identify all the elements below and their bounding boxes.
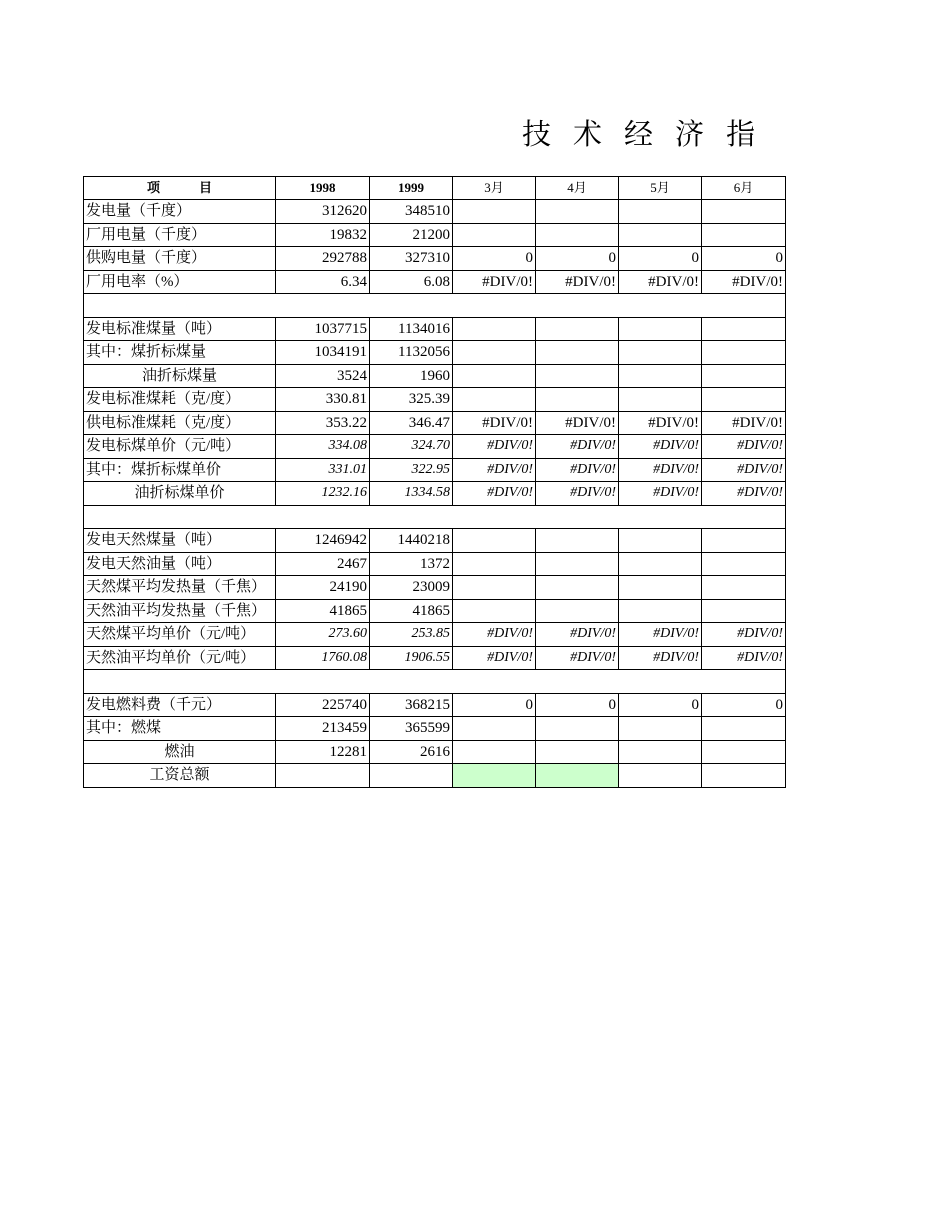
table-row xyxy=(84,529,786,553)
value-cell[interactable]: #DIV/0! xyxy=(619,623,702,647)
row-label-cell[interactable]: 供购电量（千度） xyxy=(84,247,276,271)
value-cell[interactable]: #DIV/0! xyxy=(536,435,619,459)
value-cell[interactable]: 1132056 xyxy=(370,341,453,365)
value-cell[interactable]: #DIV/0! xyxy=(702,482,786,506)
table-row xyxy=(84,482,786,506)
table-row xyxy=(84,623,786,647)
value-cell[interactable]: 1246942 xyxy=(276,529,370,553)
sheet-title xyxy=(522,112,784,153)
value-cell[interactable] xyxy=(536,223,619,247)
table-row xyxy=(84,270,786,294)
value-cell[interactable]: 1906.55 xyxy=(370,646,453,670)
value-cell[interactable]: 19832 xyxy=(276,223,370,247)
value-cell[interactable]: 292788 xyxy=(276,247,370,271)
table-row xyxy=(84,717,786,741)
value-cell[interactable] xyxy=(702,552,786,576)
value-cell[interactable]: 1334.58 xyxy=(370,482,453,506)
value-cell[interactable] xyxy=(619,552,702,576)
value-cell[interactable] xyxy=(619,529,702,553)
table-row xyxy=(84,317,786,341)
row-label-cell[interactable]: 厂用电量（千度） xyxy=(84,223,276,247)
value-cell[interactable]: 213459 xyxy=(276,717,370,741)
header-col[interactable]: 4月 xyxy=(536,177,619,200)
table-row xyxy=(84,341,786,365)
value-cell[interactable]: #DIV/0! xyxy=(453,458,536,482)
table-row xyxy=(84,693,786,717)
value-cell[interactable]: 1232.16 xyxy=(276,482,370,506)
header-col[interactable]: 5月 xyxy=(619,177,702,200)
value-cell[interactable] xyxy=(619,599,702,623)
value-cell[interactable] xyxy=(536,341,619,365)
table-row xyxy=(84,764,786,788)
value-cell[interactable] xyxy=(453,388,536,412)
table-row xyxy=(84,646,786,670)
spacer-row xyxy=(84,670,786,694)
value-cell[interactable]: #DIV/0! xyxy=(536,458,619,482)
value-cell[interactable]: 0 xyxy=(453,693,536,717)
value-cell[interactable]: 253.85 xyxy=(370,623,453,647)
header-col[interactable]: 1999 xyxy=(370,177,453,200)
value-cell[interactable]: 225740 xyxy=(276,693,370,717)
value-cell[interactable] xyxy=(453,740,536,764)
value-cell[interactable] xyxy=(702,740,786,764)
value-cell[interactable] xyxy=(536,529,619,553)
table-row xyxy=(84,740,786,764)
value-cell[interactable]: 2616 xyxy=(370,740,453,764)
table-row xyxy=(84,576,786,600)
value-cell[interactable]: 365599 xyxy=(370,717,453,741)
value-cell[interactable] xyxy=(702,341,786,365)
value-cell[interactable] xyxy=(702,599,786,623)
value-cell[interactable]: #DIV/0! xyxy=(536,623,619,647)
value-cell[interactable] xyxy=(619,717,702,741)
value-cell[interactable] xyxy=(453,576,536,600)
title-char: 技 xyxy=(522,119,552,151)
row-label-cell[interactable]: 发电天然煤量（吨） xyxy=(84,529,276,553)
value-cell[interactable]: 0 xyxy=(702,247,786,271)
value-cell[interactable] xyxy=(619,223,702,247)
value-cell[interactable]: #DIV/0! xyxy=(453,623,536,647)
value-cell[interactable] xyxy=(536,576,619,600)
value-cell[interactable] xyxy=(702,317,786,341)
table-row xyxy=(84,388,786,412)
value-cell[interactable]: 1960 xyxy=(370,364,453,388)
value-cell[interactable]: 0 xyxy=(619,247,702,271)
value-cell[interactable] xyxy=(453,717,536,741)
data-table xyxy=(83,176,786,788)
row-label-cell[interactable]: 其中：煤折标煤单价 xyxy=(84,458,276,482)
header-row xyxy=(84,177,786,200)
value-cell[interactable]: 3524 xyxy=(276,364,370,388)
value-cell[interactable]: 327310 xyxy=(370,247,453,271)
table-row xyxy=(84,364,786,388)
value-cell[interactable]: #DIV/0! xyxy=(702,435,786,459)
table-row xyxy=(84,435,786,459)
table-row xyxy=(84,458,786,482)
value-cell[interactable] xyxy=(453,364,536,388)
value-cell[interactable]: #DIV/0! xyxy=(619,435,702,459)
value-cell[interactable] xyxy=(702,717,786,741)
value-cell[interactable]: 41865 xyxy=(370,599,453,623)
spacer-row xyxy=(84,505,786,529)
value-cell[interactable]: #DIV/0! xyxy=(702,623,786,647)
value-cell[interactable] xyxy=(453,552,536,576)
table-row xyxy=(84,411,786,435)
value-cell[interactable]: #DIV/0! xyxy=(619,482,702,506)
value-cell[interactable] xyxy=(702,529,786,553)
title-char: 经 xyxy=(624,119,654,151)
row-label-cell[interactable]: 其中：燃煤 xyxy=(84,717,276,741)
row-label-cell[interactable]: 油折标煤单价 xyxy=(84,482,276,506)
value-cell[interactable]: #DIV/0! xyxy=(702,458,786,482)
header-item[interactable]: 项 目 xyxy=(84,177,276,200)
value-cell[interactable]: 6.34 xyxy=(276,270,370,294)
table-row xyxy=(84,223,786,247)
value-cell[interactable] xyxy=(276,764,370,788)
value-cell[interactable] xyxy=(702,764,786,788)
spacer-row xyxy=(84,294,786,318)
value-cell[interactable]: 0 xyxy=(536,693,619,717)
value-cell[interactable] xyxy=(619,317,702,341)
header-col[interactable]: 6月 xyxy=(702,177,786,200)
table-row xyxy=(84,247,786,271)
table-row xyxy=(84,200,786,224)
row-label-cell[interactable]: 发电标准煤量（吨） xyxy=(84,317,276,341)
value-cell[interactable]: #DIV/0! xyxy=(453,411,536,435)
row-label-cell[interactable]: 工资总额 xyxy=(84,764,276,788)
value-cell[interactable]: 12281 xyxy=(276,740,370,764)
value-cell[interactable]: 0 xyxy=(619,693,702,717)
value-cell[interactable]: #DIV/0! xyxy=(702,646,786,670)
value-cell[interactable]: 2467 xyxy=(276,552,370,576)
value-cell[interactable]: 325.39 xyxy=(370,388,453,412)
value-cell[interactable] xyxy=(702,364,786,388)
value-cell[interactable]: #DIV/0! xyxy=(702,411,786,435)
value-cell[interactable]: 312620 xyxy=(276,200,370,224)
header-col[interactable]: 3月 xyxy=(453,177,536,200)
value-cell[interactable]: #DIV/0! xyxy=(619,458,702,482)
value-cell[interactable] xyxy=(453,317,536,341)
value-cell[interactable]: 273.60 xyxy=(276,623,370,647)
value-cell[interactable]: #DIV/0! xyxy=(453,482,536,506)
value-cell[interactable]: 0 xyxy=(536,247,619,271)
value-cell[interactable]: 21200 xyxy=(370,223,453,247)
row-label-cell[interactable]: 发电天然油量（吨） xyxy=(84,552,276,576)
spacer-cell[interactable] xyxy=(84,670,786,694)
value-cell[interactable]: 330.81 xyxy=(276,388,370,412)
value-cell[interactable] xyxy=(619,740,702,764)
header-col[interactable]: 1998 xyxy=(276,177,370,200)
table-row xyxy=(84,552,786,576)
value-cell[interactable] xyxy=(619,388,702,412)
value-cell[interactable]: #DIV/0! xyxy=(453,435,536,459)
row-label-cell[interactable]: 其中：煤折标煤量 xyxy=(84,341,276,365)
value-cell[interactable]: #DIV/0! xyxy=(619,646,702,670)
value-cell[interactable]: 0 xyxy=(453,247,536,271)
row-label-cell[interactable]: 厂用电率（%） xyxy=(84,270,276,294)
value-cell[interactable]: 368215 xyxy=(370,693,453,717)
value-cell[interactable] xyxy=(536,388,619,412)
value-cell[interactable]: 6.08 xyxy=(370,270,453,294)
value-cell[interactable]: 334.08 xyxy=(276,435,370,459)
value-cell[interactable] xyxy=(619,200,702,224)
value-cell[interactable]: 1034191 xyxy=(276,341,370,365)
value-cell[interactable]: #DIV/0! xyxy=(536,411,619,435)
value-cell[interactable] xyxy=(453,341,536,365)
value-cell[interactable] xyxy=(702,576,786,600)
value-cell[interactable]: #DIV/0! xyxy=(619,411,702,435)
row-label-cell[interactable]: 燃油 xyxy=(84,740,276,764)
spacer-cell[interactable] xyxy=(84,294,786,318)
value-cell[interactable]: #DIV/0! xyxy=(702,270,786,294)
row-label-cell[interactable]: 供电标准煤耗（克/度） xyxy=(84,411,276,435)
value-cell[interactable] xyxy=(619,341,702,365)
value-cell[interactable] xyxy=(536,740,619,764)
value-cell[interactable]: 24190 xyxy=(276,576,370,600)
value-cell[interactable] xyxy=(619,364,702,388)
value-cell[interactable] xyxy=(536,552,619,576)
value-cell[interactable]: 41865 xyxy=(276,599,370,623)
value-cell[interactable]: 1372 xyxy=(370,552,453,576)
row-label-cell[interactable]: 天然油平均发热量（千焦） xyxy=(84,599,276,623)
value-cell[interactable]: 0 xyxy=(702,693,786,717)
title-char: 术 xyxy=(573,119,603,151)
value-cell[interactable]: 1037715 xyxy=(276,317,370,341)
row-label-cell[interactable]: 天然煤平均单价（元/吨） xyxy=(84,623,276,647)
spacer-cell[interactable] xyxy=(84,505,786,529)
value-cell[interactable]: 353.22 xyxy=(276,411,370,435)
value-cell[interactable] xyxy=(370,764,453,788)
value-cell[interactable] xyxy=(702,388,786,412)
row-label-cell[interactable]: 天然油平均单价（元/吨） xyxy=(84,646,276,670)
value-cell[interactable] xyxy=(453,764,536,788)
row-label-cell[interactable]: 发电标准煤耗（克/度） xyxy=(84,388,276,412)
value-cell[interactable] xyxy=(453,529,536,553)
value-cell[interactable] xyxy=(536,364,619,388)
value-cell[interactable]: 348510 xyxy=(370,200,453,224)
row-label-cell[interactable]: 发电标煤单价（元/吨） xyxy=(84,435,276,459)
row-label-cell[interactable]: 发电燃料费（千元） xyxy=(84,693,276,717)
value-cell[interactable]: 1760.08 xyxy=(276,646,370,670)
value-cell[interactable] xyxy=(536,717,619,741)
value-cell[interactable] xyxy=(453,599,536,623)
value-cell[interactable] xyxy=(453,223,536,247)
value-cell[interactable] xyxy=(619,764,702,788)
title-char: 指 xyxy=(726,119,756,151)
value-cell[interactable]: 1440218 xyxy=(370,529,453,553)
title-char: 济 xyxy=(675,119,705,151)
value-cell[interactable]: 23009 xyxy=(370,576,453,600)
value-cell[interactable]: 324.70 xyxy=(370,435,453,459)
value-cell[interactable] xyxy=(619,576,702,600)
row-label-cell[interactable]: 天然煤平均发热量（千焦） xyxy=(84,576,276,600)
value-cell[interactable]: 322.95 xyxy=(370,458,453,482)
value-cell[interactable] xyxy=(702,200,786,224)
row-label-cell[interactable]: 油折标煤量 xyxy=(84,364,276,388)
value-cell[interactable]: #DIV/0! xyxy=(536,270,619,294)
value-cell[interactable]: 1134016 xyxy=(370,317,453,341)
value-cell[interactable] xyxy=(536,599,619,623)
value-cell[interactable]: #DIV/0! xyxy=(536,646,619,670)
value-cell[interactable]: #DIV/0! xyxy=(453,646,536,670)
table-row xyxy=(84,599,786,623)
value-cell[interactable]: 331.01 xyxy=(276,458,370,482)
value-cell[interactable]: #DIV/0! xyxy=(536,482,619,506)
value-cell[interactable] xyxy=(536,317,619,341)
value-cell[interactable]: #DIV/0! xyxy=(453,270,536,294)
value-cell[interactable] xyxy=(536,200,619,224)
value-cell[interactable] xyxy=(702,223,786,247)
value-cell[interactable]: #DIV/0! xyxy=(619,270,702,294)
value-cell[interactable] xyxy=(536,764,619,788)
value-cell[interactable] xyxy=(453,200,536,224)
row-label-cell[interactable]: 发电量（千度） xyxy=(84,200,276,224)
value-cell[interactable]: 346.47 xyxy=(370,411,453,435)
